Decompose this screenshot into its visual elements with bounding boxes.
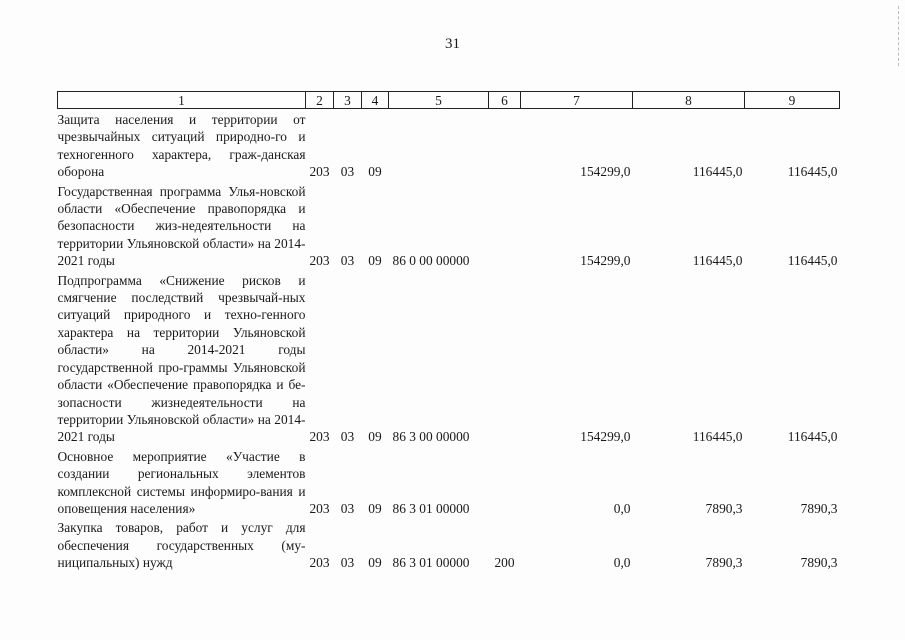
row-code-ministry: 203 — [309, 253, 330, 269]
header-col-1: 1 — [58, 92, 306, 109]
row-code-subsection: 09 — [368, 164, 382, 180]
header-col-6: 6 — [489, 92, 521, 109]
page-number: 31 — [445, 36, 460, 52]
row-code-section: 03 — [340, 429, 355, 445]
header-col-2: 2 — [306, 92, 334, 109]
row-amount-7: 154299,0 — [580, 429, 631, 445]
row-code-ministry: 203 — [309, 429, 330, 445]
row-code-ministry: 203 — [309, 164, 330, 180]
header-col-4: 4 — [362, 92, 389, 109]
row-amount-9: 116445,0 — [787, 253, 838, 269]
row-code-expense-type: 200 — [494, 555, 515, 571]
row-code-section: 03 — [340, 164, 355, 180]
row-code-expense-type — [489, 446, 521, 518]
row-code-target: 86 3 01 00000 — [392, 555, 470, 571]
header-col-8: 8 — [633, 92, 745, 109]
budget-table — [57, 91, 840, 572]
row-name: Основное мероприятие «Участие в создании региональных элементов комплексной системы информиро-вания и оповещения населения» — [57, 448, 306, 516]
row-name: Подпрограмма «Снижение рисков и смягчение последствий чрезвычай-ных ситуаций природного и техно-генного характера на территории Ульяновской области» на 2014-2021 годы государственной про-граммы Ульяновской области «Обеспечение правопорядка и бе-зопасности жизнедеятельности на территории Ульяновской области» на 2014-2021 годы — [57, 272, 306, 445]
header-col-9: 9 — [745, 92, 840, 109]
row-code-ministry: 203 — [309, 555, 330, 571]
row-name: Закупка товаров, работ и услуг для обеспечения государственных (му-ниципальных) нужд — [57, 520, 306, 571]
row-code-target: 86 3 00 00000 — [392, 429, 470, 445]
scan-edge-marks — [892, 6, 899, 66]
header-col-5: 5 — [389, 92, 489, 109]
row-amount-8: 116445,0 — [692, 253, 743, 269]
row-amount-7: 154299,0 — [580, 164, 631, 180]
table-row — [58, 109, 840, 181]
row-code-expense-type — [489, 270, 521, 446]
row-code-ministry: 203 — [309, 500, 330, 516]
row-amount-7: 0,0 — [613, 500, 631, 516]
header-col-7: 7 — [521, 92, 633, 109]
header-col-3: 3 — [334, 92, 362, 109]
row-amount-9: 7890,3 — [800, 500, 838, 516]
table-body — [58, 109, 840, 572]
row-amount-7: 154299,0 — [580, 253, 631, 269]
row-code-section: 03 — [340, 500, 355, 516]
table-row — [58, 181, 840, 270]
row-code-target — [389, 109, 489, 181]
row-amount-9: 7890,3 — [800, 555, 838, 571]
row-code-section: 03 — [340, 253, 355, 269]
row-code-subsection: 09 — [368, 500, 382, 516]
row-amount-9: 116445,0 — [787, 429, 838, 445]
table-row — [58, 270, 840, 446]
row-amount-8: 7890,3 — [705, 555, 743, 571]
row-name: Защита населения и территории от чрезвычайных ситуаций природно-го и техногенного характера, граж-данская оборона — [57, 112, 306, 180]
row-code-subsection: 09 — [368, 555, 382, 571]
row-amount-9: 116445,0 — [787, 164, 838, 180]
row-code-subsection: 09 — [368, 253, 382, 269]
row-code-expense-type — [489, 181, 521, 270]
table-row — [58, 517, 840, 571]
table-row — [58, 446, 840, 518]
row-code-target: 86 3 01 00000 — [392, 500, 470, 516]
row-code-expense-type — [489, 109, 521, 181]
header-row — [58, 92, 840, 109]
row-name: Государственная программа Улья-новской области «Обеспечение правопорядка и безопасности жиз-недеятельности на территории Ульяновской области» на 2014-2021 годы — [57, 183, 306, 269]
row-code-section: 03 — [340, 555, 355, 571]
row-amount-8: 7890,3 — [705, 500, 743, 516]
row-amount-7: 0,0 — [613, 555, 631, 571]
row-amount-8: 116445,0 — [692, 429, 743, 445]
row-code-subsection: 09 — [368, 429, 382, 445]
row-code-target: 86 0 00 00000 — [392, 253, 470, 269]
row-amount-8: 116445,0 — [692, 164, 743, 180]
table-header — [58, 92, 840, 109]
